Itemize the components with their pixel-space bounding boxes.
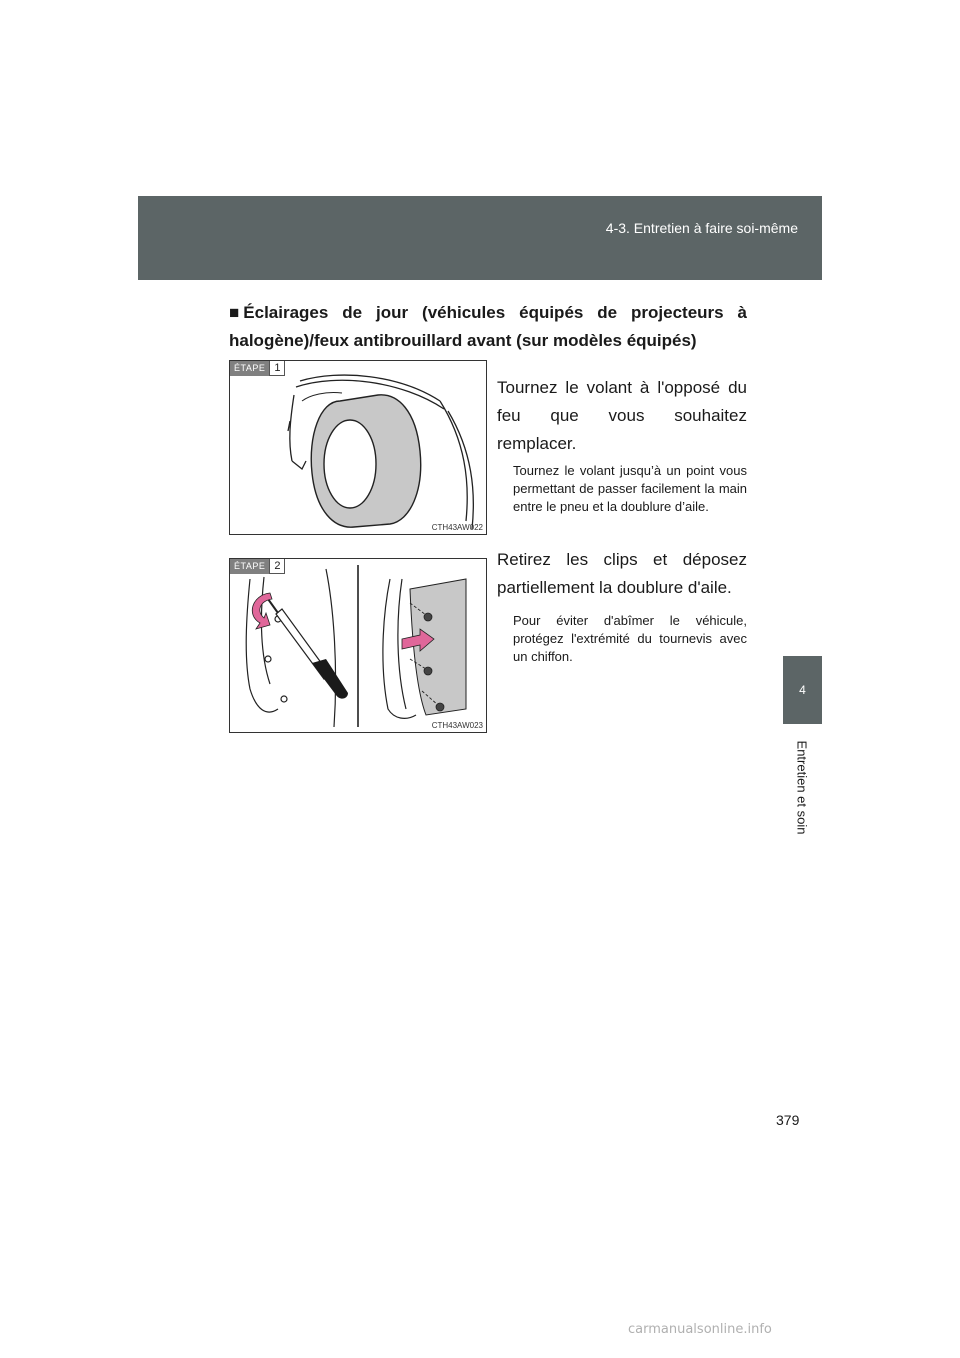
step2-badge-label: ÉTAPE: [230, 559, 269, 574]
step1-note: Tournez le volant jusqu’à un point vous permettant de passer facilement la main entre le pneu et la doublure d’aile.: [513, 463, 747, 514]
clip-removal-illustration: [230, 559, 486, 732]
chapter-label-text: Entretien et soin: [794, 740, 810, 834]
step2-figure: [229, 558, 487, 733]
page-number: 379: [776, 1112, 800, 1128]
step2-instruction: Retirez les clips et déposez partiellement la doublure d'aile.: [497, 550, 747, 597]
section-header: 4-3. Entretien à faire soi-même: [605, 220, 798, 236]
chapter-label: [780, 732, 824, 842]
step2-note: Pour éviter d'abîmer le véhicule, protégez l'extrémité du tournevis avec un chiffon.: [513, 613, 747, 664]
watermark: carmanualsonline.info: [628, 1322, 772, 1337]
section-marker: ■: [229, 303, 240, 322]
wheel-illustration: [230, 361, 486, 534]
step2-badge-number: 2: [269, 559, 285, 574]
section-title-text: Éclairages de jour (véhicules équipés de projecteurs à halogène)/feux antibrouillard avant (sur modèles équipés): [229, 303, 747, 350]
step1-figure-code: CTH43AW022: [431, 523, 483, 532]
step2-figure-code: CTH43AW023: [431, 721, 483, 730]
header-band: [138, 196, 822, 280]
step1-figure: [229, 360, 487, 535]
screwdriver-icon: [268, 599, 348, 699]
step2-badge: [230, 559, 285, 574]
step1-badge-label: ÉTAPE: [230, 361, 269, 376]
step1-instruction: Tournez le volant à l'opposé du feu que vous souhaitez remplacer.: [497, 378, 747, 453]
chapter-tab[interactable]: [783, 656, 822, 724]
step1-badge-number: 1: [269, 361, 285, 376]
chapter-number: 4: [799, 683, 806, 697]
step1-badge: [230, 361, 285, 376]
section-title: [229, 299, 747, 355]
